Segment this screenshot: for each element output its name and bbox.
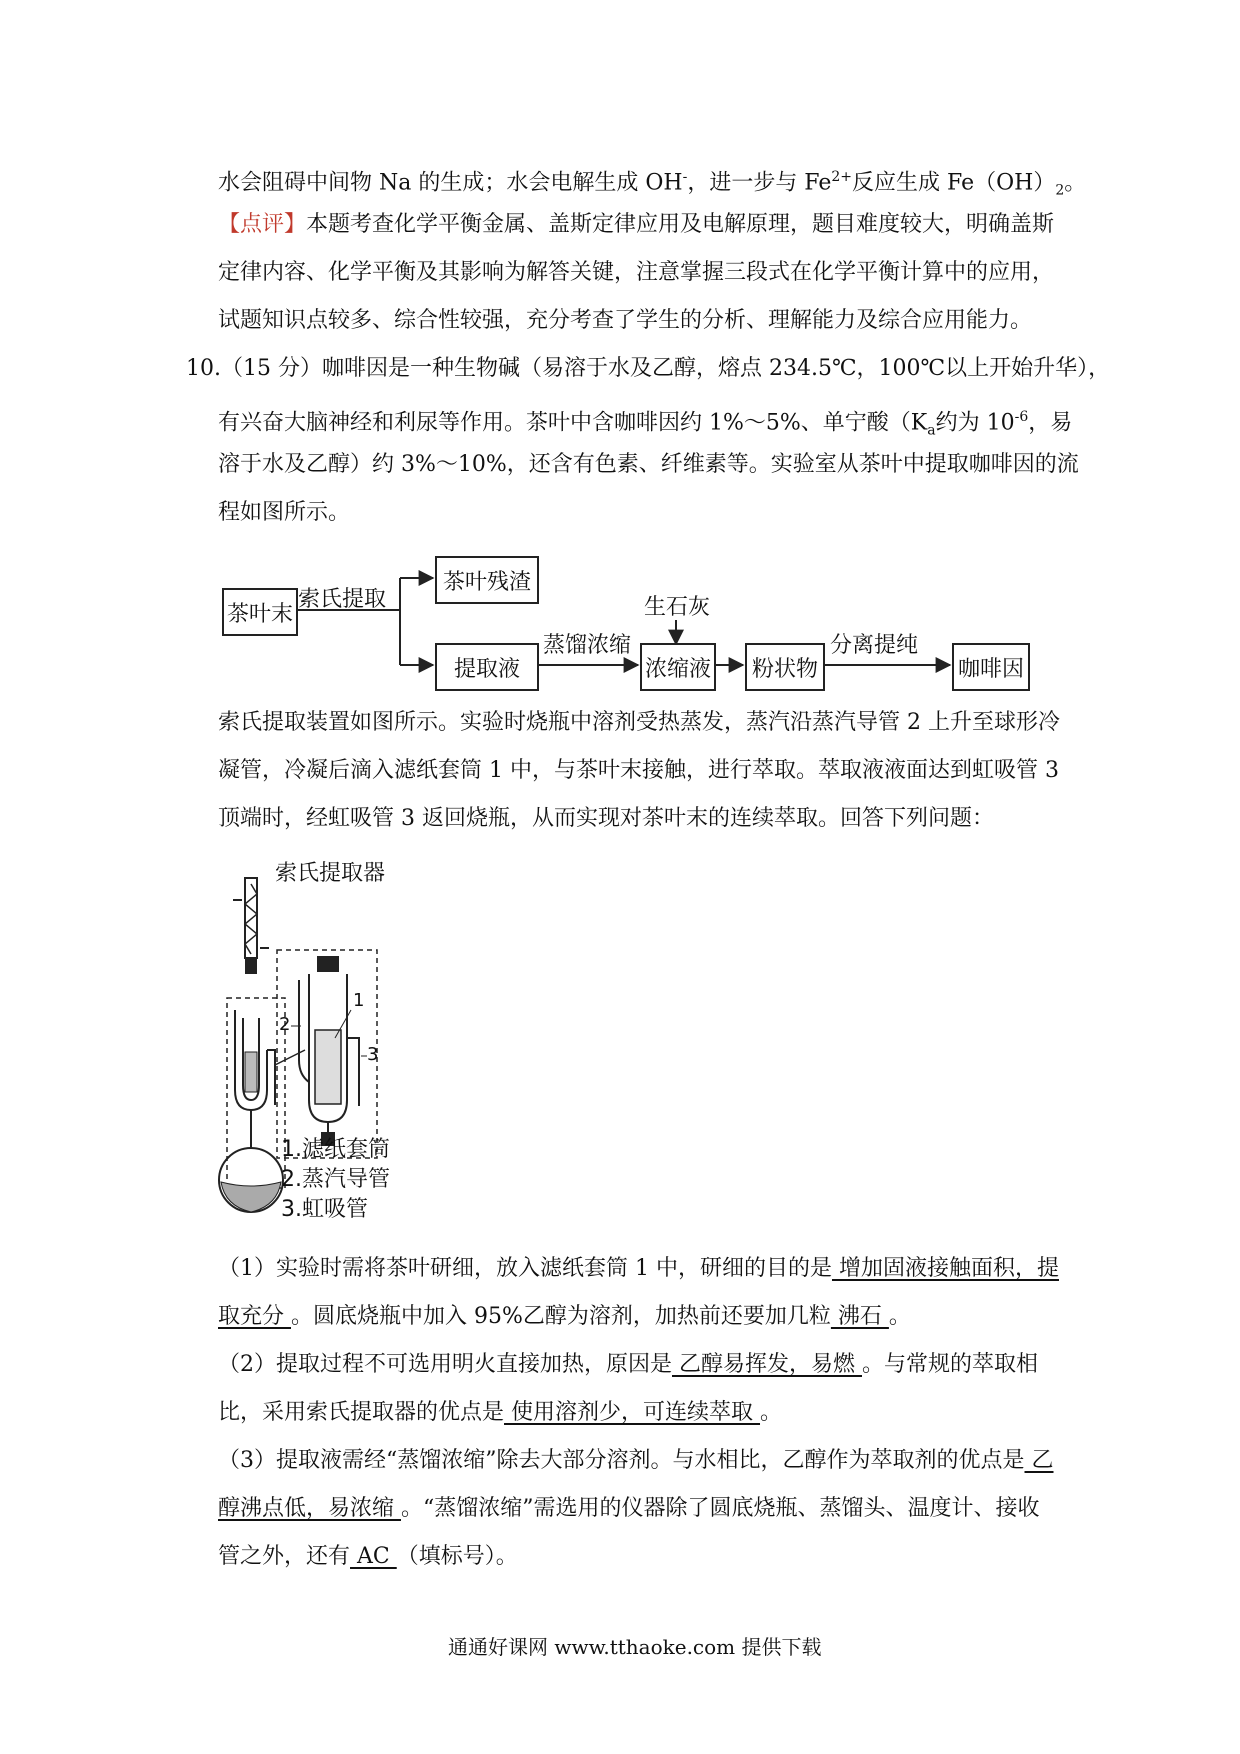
answer-blank: 醇沸点低，易浓缩 [218,1496,401,1521]
text-segment: ，易 [1028,410,1073,436]
text-segment: 。 [1064,170,1087,196]
part-2-line [218,1350,1038,1380]
part-3-line [218,1542,518,1572]
flow-label-separate: 分离提纯 [830,633,919,658]
part-1-line [218,1254,1059,1284]
text-segment: 约为 10 [935,410,1015,436]
text-line [218,162,1086,206]
flow-label-quicklime: 生石灰 [644,595,711,620]
question-line: 溶于水及乙醇）约 3%～10%，还含有色素、纤维素等。实验室从茶叶中提取咖啡因的流 [218,452,1079,477]
flow-box-concentrate: 浓缩液 [640,643,716,691]
part-1-line [218,1302,911,1332]
superscript: 2+ [831,169,853,185]
comment-tag: 【点评】 [218,212,307,237]
soxhlet-apparatus-figure [215,860,455,1220]
answer-blank: 使用溶剂少，可连续萃取 [504,1400,761,1425]
text-segment: 。与常规的萃取相 [862,1352,1039,1377]
question-line: 程如图所示。 [218,500,351,525]
answer-blank: 乙 [1024,1448,1054,1473]
legend-item-3: 3.虹吸管 [281,1197,368,1222]
part-2-line [218,1398,782,1428]
question-line: 10.（15 分）咖啡因是一种生物碱（易溶于水及乙醇，熔点 234.5℃，100℃以上开始升华）， [186,356,1111,381]
subscript: a [927,422,936,439]
text-segment: 管之外，还有 [218,1544,351,1569]
flow-box-powder: 粉状物 [745,643,825,691]
flow-box-caffeine: 咖啡因 [952,643,1030,691]
text-segment: ，进一步与 Fe [687,170,832,196]
page-footer: 通通好课网 www.tthaoke.com 提供下载 [448,1635,822,1659]
answer-blank: 取充分 [218,1304,291,1329]
comment-line: 定律内容、化学平衡及其影响为解答关键，注意掌握三段式在化学平衡计算中的应用， [218,260,1055,285]
comment-line: 试题知识点较多、综合性较强，充分考查了学生的分析、理解能力及综合应用能力。 [218,308,1033,333]
comment-line [218,210,1054,240]
subscript: 2 [1055,182,1065,199]
part-3-line [218,1446,1054,1476]
text-segment: 反应生成 Fe（OH） [852,170,1056,196]
answer-blank: AC [350,1544,397,1569]
flow-box-tea-powder: 茶叶末 [222,588,298,636]
text-segment: （2）提取过程不可选用明火直接加热，原因是 [218,1352,672,1377]
text-segment: 。 [888,1304,911,1329]
superscript: - [682,169,688,185]
paragraph-line: 顶端时，经虹吸管 3 返回烧瓶，从而实现对茶叶末的连续萃取。回答下列问题： [218,806,994,831]
question-line [218,402,1072,446]
text-segment: 。 [760,1400,783,1425]
text-segment: （3）提取液需经“蒸馏浓缩”除去大部分溶剂。与水相比，乙醇作为萃取剂的优点是 [218,1448,1025,1473]
text-segment: 有兴奋大脑神经和利尿等作用。茶叶中含咖啡因约 1%～5%、单宁酸（K [218,410,928,436]
flow-label-distill: 蒸馏浓缩 [543,633,632,658]
text-segment: 水会阻碍中间物 Na 的生成；水会电解生成 OH [218,170,683,196]
flow-chart [0,0,1240,700]
text-segment: （填标号）。 [396,1544,518,1569]
legend-item-1: 1.滤纸套筒 [281,1137,390,1162]
flow-label-soxhlet: 索氏提取 [298,587,387,612]
flow-box-extract: 提取液 [435,643,539,691]
part-number-2: 2 [279,1014,291,1035]
part-3-line [218,1494,1040,1524]
answer-blank: 乙醇易挥发，易燃 [672,1352,862,1377]
paragraph-line: 凝管，冷凝后滴入滤纸套筒 1 中，与茶叶末接触，进行萃取。萃取液液面达到虹吸管 3 [218,758,1059,783]
answer-blank: 增加固液接触面积，提 [831,1256,1059,1281]
superscript: -6 [1014,409,1029,425]
flow-box-tea-residue: 茶叶残渣 [435,556,539,604]
part-number-1: 1 [353,990,365,1011]
legend-item-2: 2.蒸汽导管 [281,1167,390,1192]
flow-arrows [0,0,1240,700]
text-segment: （1）实验时需将茶叶研细，放入滤纸套筒 1 中，研细的目的是 [218,1256,832,1281]
text-segment: 。“蒸馏浓缩”需选用的仪器除了圆底烧瓶、蒸馏头、温度计、接收 [401,1496,1040,1521]
part-number-3: 3 [367,1044,379,1065]
text-segment: 本题考查化学平衡金属、盖斯定律应用及电解原理，题目难度较大，明确盖斯 [306,212,1055,237]
paragraph-line: 索氏提取装置如图所示。实验时烧瓶中溶剂受热蒸发，蒸汽沿蒸汽导管 2 上升至球形冷 [218,710,1060,735]
text-segment: 。圆底烧瓶中加入 95%乙醇为溶剂，加热前还要加几粒 [291,1304,831,1329]
text-segment: 比，采用索氏提取器的优点是 [218,1400,505,1425]
apparatus-title: 索氏提取器 [275,861,386,886]
answer-blank: 沸石 [830,1304,889,1329]
